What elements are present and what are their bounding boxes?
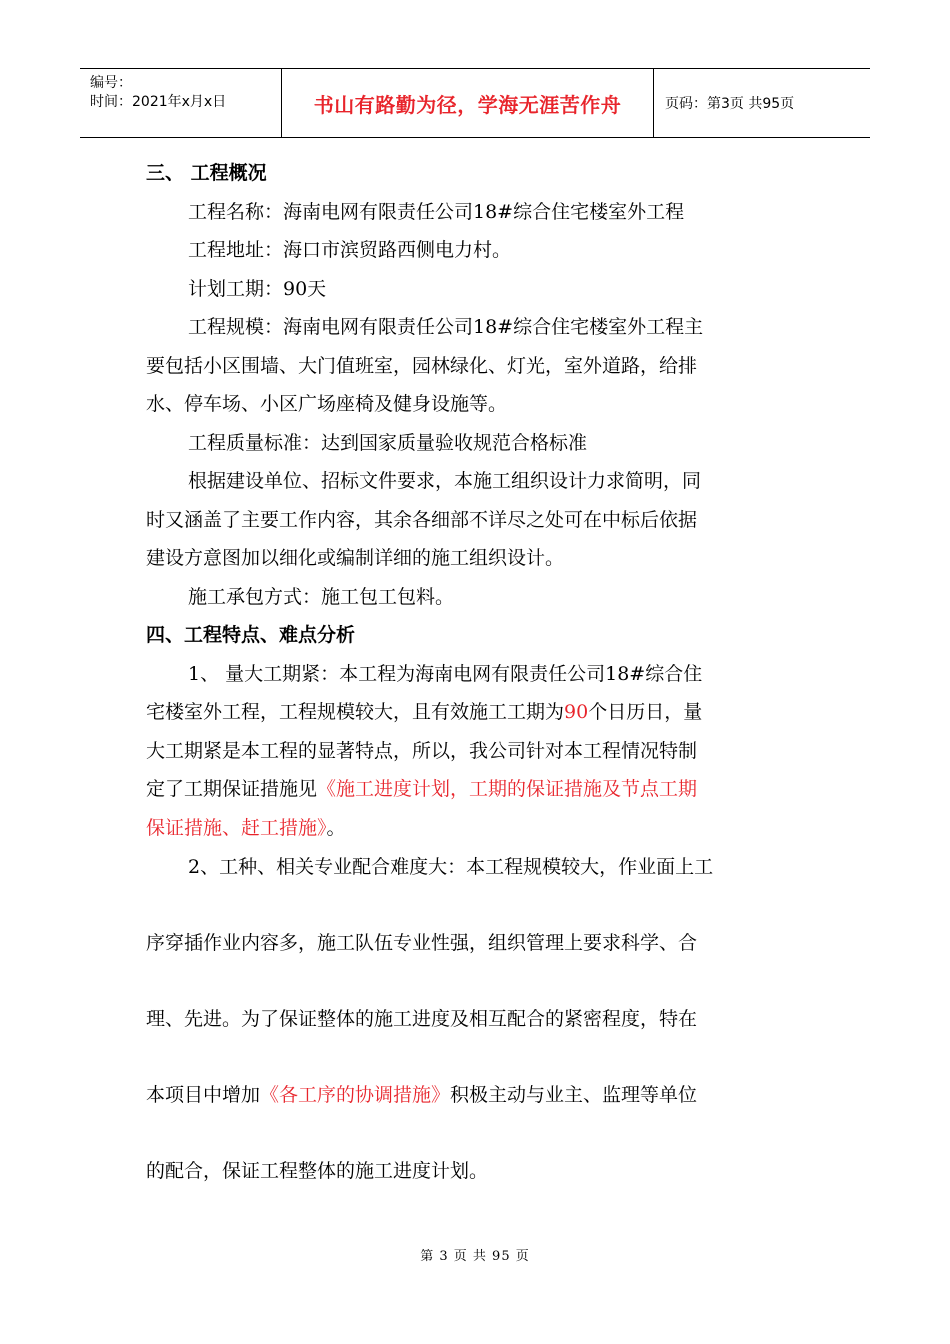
header-motto-cell: [282, 69, 654, 137]
point1-line: [146, 809, 811, 848]
point1-line: 大工期紧是本工程的显著特点，所以，我公司针对本工程情况特制: [146, 739, 698, 762]
design-basis-line: 根据建设单位、招标文件要求，本施工组织设计力求简明，同: [188, 470, 702, 492]
motto-text: 书山有路勤为径，学海无涯苦作舟: [313, 92, 622, 117]
project-scale-line: 工程规模：海南电网有限责任公司18#综合住宅楼室外工程主: [188, 316, 704, 338]
section3-heading: 三、 工程概况: [146, 162, 267, 184]
text-span: 。: [326, 816, 346, 839]
quality-standard-line: 工程质量标准：达到国家质量验收规范合格标准: [188, 431, 588, 454]
header-page-cell: [654, 69, 870, 137]
point2-line: 的配合，保证工程整体的施工进度计划。: [146, 1160, 489, 1182]
highlight-span: 《各工序的协调措施》: [260, 1084, 451, 1106]
text-span: 定了工期保证措施见: [146, 778, 318, 800]
design-basis-line: 时又涵盖了主要工作内容，其余各细部不详尽之处可在中标后依据: [146, 508, 698, 531]
point2-paragraph: [146, 848, 811, 1228]
highlight-span: 90: [564, 701, 589, 723]
project-scale-line: 水、停车场、小区广场座椅及健身设施等。: [146, 393, 508, 415]
text-span: 积极主动与业主、监理等单位: [450, 1084, 698, 1106]
project-name-line: 工程名称：海南电网有限责任公司18#综合住宅楼室外工程: [188, 200, 685, 223]
point2-line: 序穿插作业内容多，施工队伍专业性强，组织管理上要求科学、合: [146, 932, 698, 954]
page-label: 页码：第3页 共95页: [665, 96, 795, 112]
project-address-line: 工程地址：海口市滨贸路西侧电力村。: [188, 239, 512, 261]
text-span: 本项目中增加: [146, 1084, 261, 1106]
point2-line: 理、先进。为了保证整体的施工进度及相互配合的紧密程度，特在: [146, 1008, 698, 1030]
point2-line: [146, 1076, 811, 1152]
code-label: 编号：: [90, 75, 132, 91]
page-footer: 第 3 页 共 95 页: [420, 1249, 530, 1264]
point2-line: 2、工种、相关专业配合难度大：本工程规模较大，作业面上工: [188, 856, 714, 878]
point1-line: 1、 量大工期紧：本工程为海南电网有限责任公司18#综合住: [188, 662, 703, 685]
section4-heading: 四、工程特点、难点分析: [146, 624, 356, 646]
highlight-span: 《施工进度计划，工期的保证措施及节点工期: [317, 778, 698, 800]
highlight-span: 保证措施、赶工措施》: [146, 816, 327, 839]
design-basis-line: 建设方意图加以细化或编制详细的施工组织设计。: [146, 547, 565, 569]
document-body: [146, 154, 811, 847]
project-duration-line: 计划工期：90天: [188, 277, 327, 300]
contract-method-line: 施工承包方式：施工包工包料。: [188, 585, 455, 608]
project-scale-line: 要包括小区围墙、大门值班室，园林绿化、灯光，室外道路，给排: [146, 354, 698, 377]
point1-line: [146, 693, 811, 732]
time-label: 时间：2021年x月x日: [90, 94, 227, 110]
header-table: [80, 68, 870, 138]
point1-line: [146, 770, 811, 809]
text-span: 个日历日，量: [588, 701, 703, 723]
header-left-cell: [80, 69, 282, 137]
text-span: 宅楼室外工程，工程规模较大，且有效施工工期为: [146, 701, 565, 723]
